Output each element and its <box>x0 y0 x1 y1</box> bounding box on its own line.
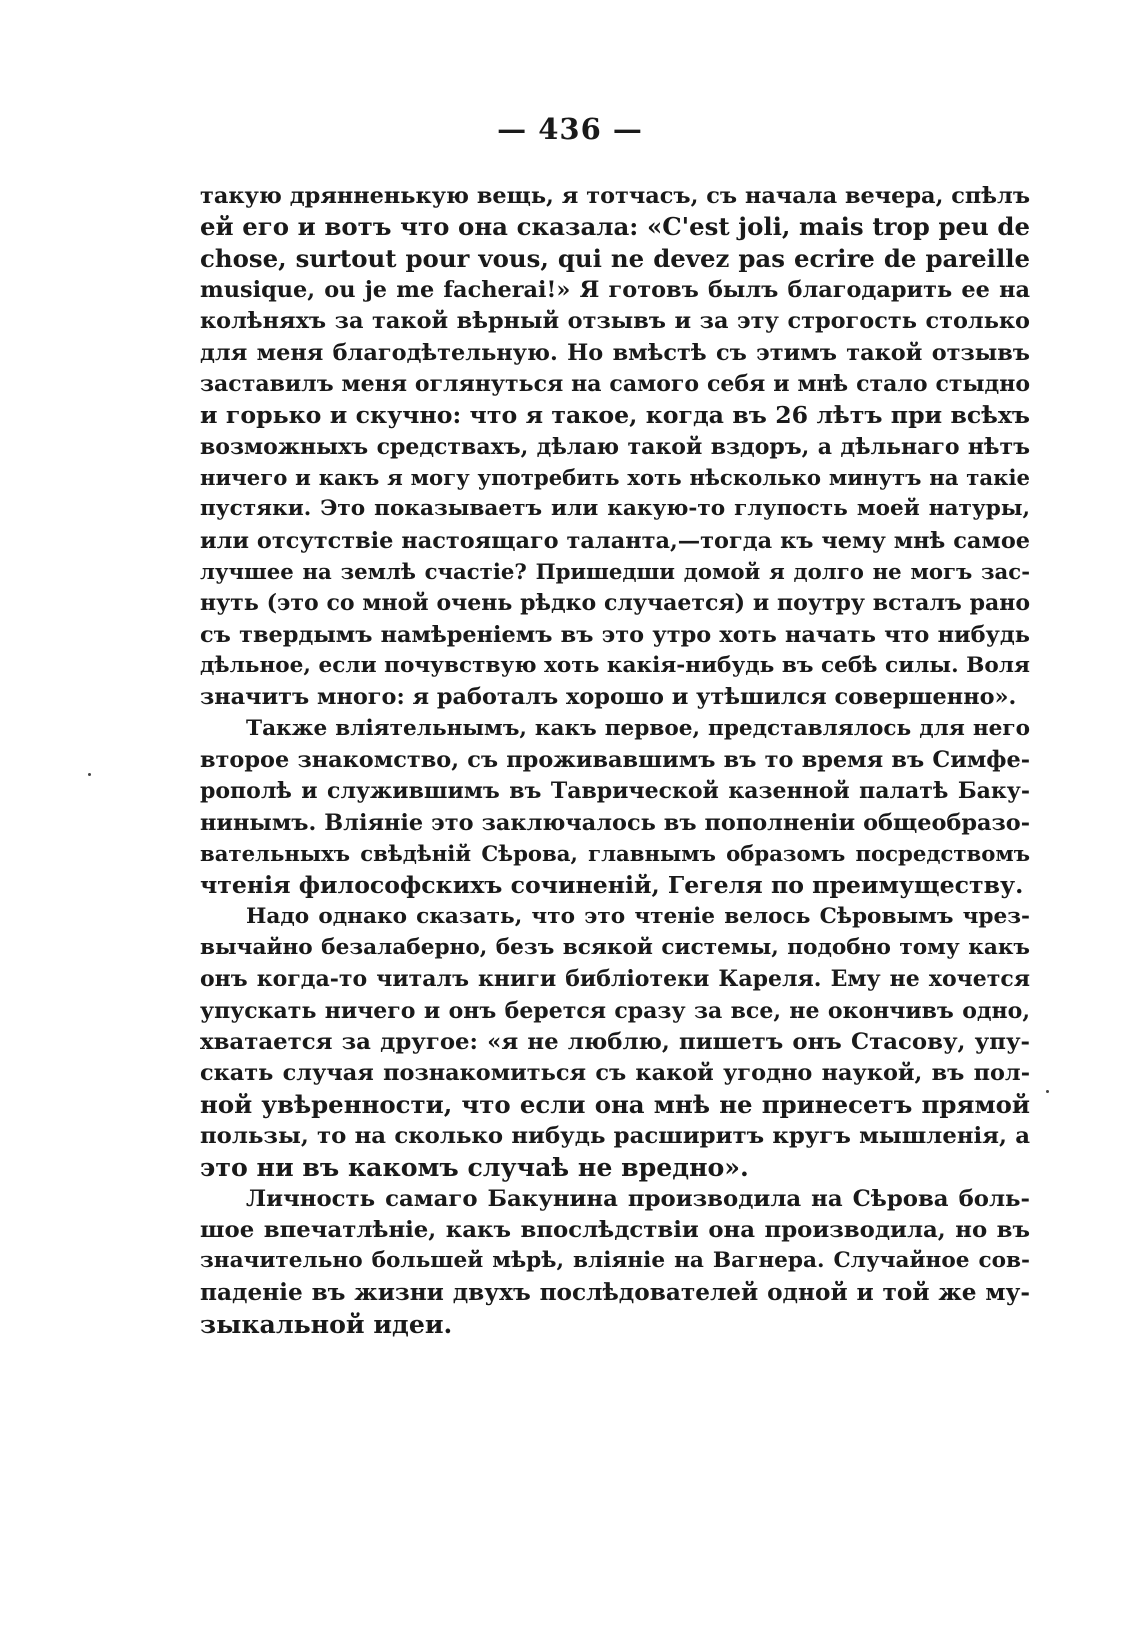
text-line: вательныхъ свѣдѣній Сѣрова, главнымъ образомъ посредствомъ <box>200 840 1030 866</box>
text-line: паденіе въ жизни двухъ послѣдователей одной и той же му- <box>200 1278 1030 1306</box>
text-line: упускать ничего и онъ берется сразу за все, не окончивъ одно, <box>200 997 1030 1024</box>
text-line: и горько и скучно: что я такое, когда въ 26 лѣтъ при всѣхъ <box>200 401 1030 430</box>
text-line: Также вліятельнымъ, какъ первое, представлялось для него <box>246 715 1030 741</box>
text-line: значитъ много: я работалъ хорошо и утѣшился совершенно». <box>200 684 1017 711</box>
text-line: ничего и какъ я могу употребить хоть нѣсколько минутъ на такіе <box>200 464 1030 490</box>
text-line: нинымъ. Вліяніе это заключалось въ пополненіи общеобразо- <box>200 809 1030 836</box>
text-line: или отсутствіе настоящаго таланта,—тогда къ чему мнѣ самое <box>200 527 1030 554</box>
text-line: лучшее на землѣ счастіе? Пришедши домой я долго не могъ зас- <box>200 558 1030 584</box>
text-line: хватается за другое: «я не люблю, пишетъ онъ Стасову, упу- <box>200 1028 1030 1055</box>
text-line: возможныхъ средствахъ, дѣлаю такой вздоръ, а дѣльнаго нѣтъ <box>200 433 1030 460</box>
text-line: заставилъ меня оглянуться на самого себя и мнѣ стало стыдно <box>200 370 1030 397</box>
text-line: такую дрянненькую вещь, я тотчасъ, съ начала вечера, спѣлъ <box>200 183 1030 209</box>
text-line: Надо однако сказать, что это чтеніе велось Сѣровымъ чрез- <box>246 903 1030 929</box>
page-number: — 436 — <box>497 112 643 146</box>
text-line: зыкальной идеи. <box>200 1308 453 1339</box>
text-line: Личность самаго Бакунина производила на Сѣрова боль- <box>246 1185 1030 1212</box>
text-line: ной увѣренности, что если она мнѣ не принесетъ прямой <box>200 1089 1030 1119</box>
text-line: для меня благодѣтельную. Но вмѣстѣ съ этимъ такой отзывъ <box>200 339 1030 366</box>
text-line: скать случая познакомиться съ какой угодно наукой, въ пол- <box>200 1060 1030 1087</box>
text-line: musique, ou je me facherai!» Я готовъ былъ благодарить ее на <box>200 276 1030 303</box>
text-line: колѣняхъ за такой вѣрный отзывъ и за эту строгость столько <box>200 308 1030 335</box>
text-line: онъ когда-то читалъ книги библіотеки Кареля. Ему не хочется <box>200 966 1030 993</box>
text-line: chose, surtout pour vous, qui ne devez pas ecrire de pareille <box>200 243 1030 273</box>
text-line: нуть (это со мной очень рѣдко случается) и поутру всталъ рано <box>200 590 1030 617</box>
print-speck <box>88 773 91 776</box>
print-speck <box>1046 1090 1049 1093</box>
text-line: дѣльное, если почувствую хоть какія-нибудь въ себѣ силы. Воля <box>200 652 1030 678</box>
text-line: съ твердымъ намѣреніемъ въ это утро хоть начать что нибудь <box>200 621 1030 648</box>
text-line: шое впечатлѣніе, какъ впослѣдствіи она производила, но въ <box>200 1216 1030 1243</box>
text-line: пользы, то на сколько нибудь расширитъ кругъ мышленія, а <box>200 1122 1030 1149</box>
text-line: рополѣ и служившимъ въ Таврической казенной палатѣ Баку- <box>200 778 1030 805</box>
text-line: чтенія философскихъ сочиненій, Гегеля по преимуществу. <box>200 871 1024 900</box>
text-line: вычайно безалаберно, безъ всякой системы, подобно тому какъ <box>200 934 1030 960</box>
text-line: пустяки. Это показываетъ или какую-то глупость моей натуры, <box>200 496 1030 522</box>
text-line: ей его и вотъ что она сказала: «C'est joli, mais trop peu de <box>200 212 1030 242</box>
text-line: значительно большей мѣрѣ, вліяніе на Вагнера. Случайное сов- <box>200 1248 1030 1274</box>
text-line: второе знакомство, съ проживавшимъ въ то время въ Симфе- <box>200 746 1030 773</box>
text-line: это ни въ какомъ случаѣ не вредно». <box>200 1152 749 1183</box>
